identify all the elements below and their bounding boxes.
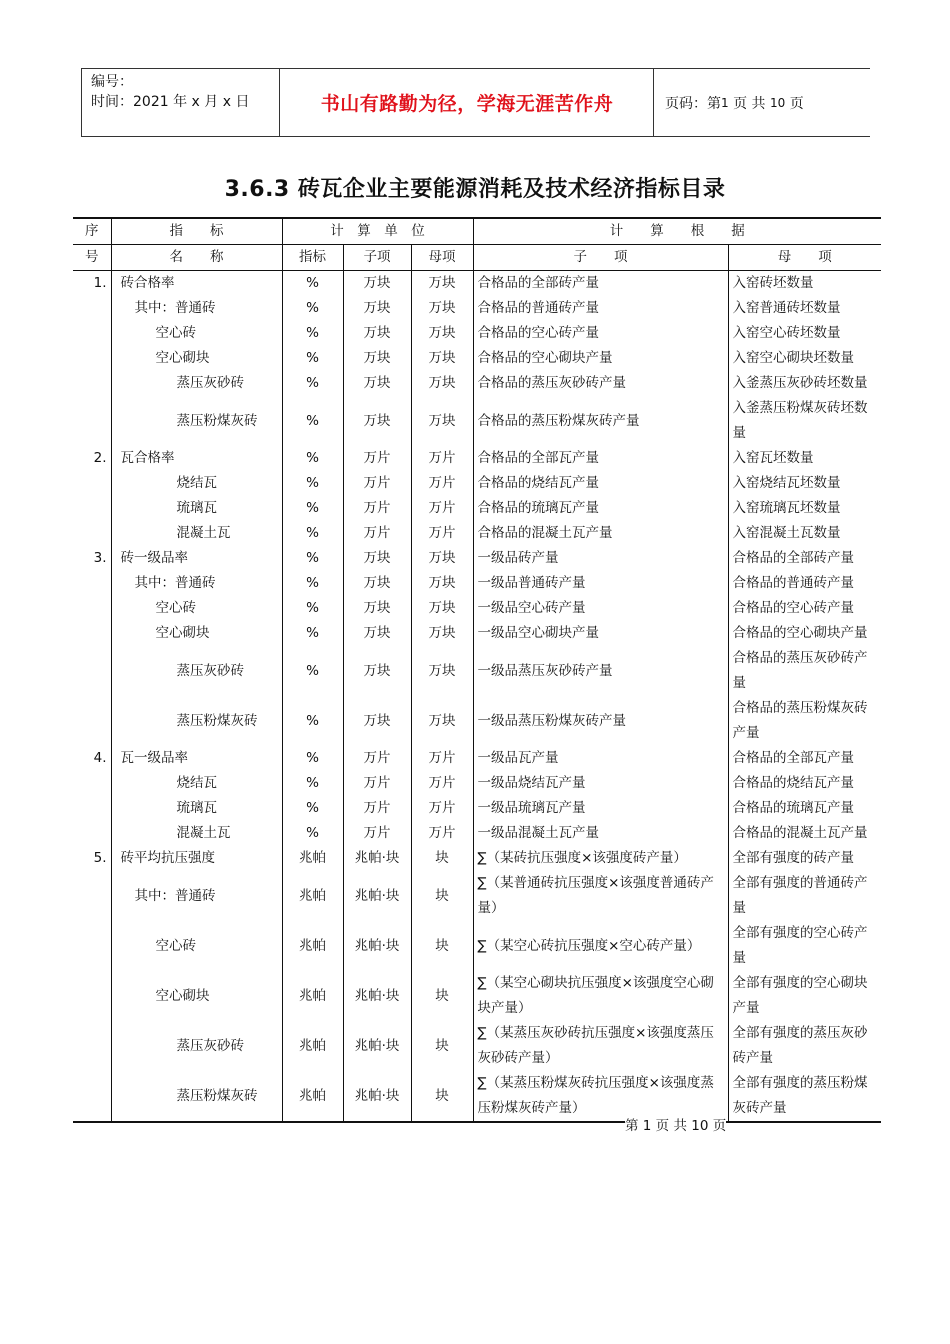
row-basis-mother: 入窑普通砖坯数量 xyxy=(728,296,881,321)
row-name: 空心砌块 xyxy=(111,621,282,646)
row-sub-unit: 万块 xyxy=(343,296,411,321)
row-seq xyxy=(73,771,111,796)
row-index-unit: % xyxy=(282,596,343,621)
row-basis-mother: 入窑瓦坯数量 xyxy=(728,446,881,471)
table-row xyxy=(73,746,881,771)
row-sub-unit: 万块 xyxy=(343,346,411,371)
row-basis-sub: 合格品的烧结瓦产量 xyxy=(473,471,728,496)
row-seq: 5. xyxy=(73,846,111,871)
row-name: 其中：普通砖 xyxy=(111,571,282,596)
table-row xyxy=(73,321,881,346)
row-name: 混凝土瓦 xyxy=(111,521,282,546)
row-basis-sub: ∑（某普通砖抗压强度×该强度普通砖产量） xyxy=(473,871,728,921)
table-header-row-1 xyxy=(73,218,881,245)
row-seq xyxy=(73,646,111,696)
row-mother-unit: 万片 xyxy=(411,496,473,521)
page-suffix: 页 xyxy=(789,95,804,112)
table-row xyxy=(73,646,881,696)
row-basis-sub: 一级品烧结瓦产量 xyxy=(473,771,728,796)
row-seq xyxy=(73,921,111,971)
row-name: 其中：普通砖 xyxy=(111,296,282,321)
row-mother-unit: 万片 xyxy=(411,796,473,821)
header-indicator: 指 标 xyxy=(111,218,282,245)
row-basis-sub: ∑（某蒸压粉煤灰砖抗压强度×该强度蒸压粉煤灰砖产量） xyxy=(473,1071,728,1122)
row-seq xyxy=(73,1071,111,1122)
row-mother-unit: 万块 xyxy=(411,621,473,646)
row-sub-unit: 万块 xyxy=(343,371,411,396)
row-index-unit: 兆帕 xyxy=(282,1071,343,1122)
row-basis-sub: ∑（某空心砖抗压强度×空心砖产量） xyxy=(473,921,728,971)
row-mother-unit: 万片 xyxy=(411,446,473,471)
number-label: 编号： xyxy=(91,74,133,90)
row-mother-unit: 万块 xyxy=(411,271,473,297)
row-mother-unit: 万片 xyxy=(411,471,473,496)
page-mid: 页 共 xyxy=(733,95,766,112)
row-sub-unit: 兆帕·块 xyxy=(343,971,411,1021)
row-basis-mother: 全部有强度的空心砌块产量 xyxy=(728,971,881,1021)
table-row xyxy=(73,446,881,471)
row-name: 蒸压灰砂砖 xyxy=(111,1021,282,1071)
row-basis-sub: 合格品的蒸压粉煤灰砖产量 xyxy=(473,396,728,446)
row-sub-unit: 兆帕·块 xyxy=(343,871,411,921)
row-basis-mother: 全部有强度的砖产量 xyxy=(728,846,881,871)
row-name: 空心砌块 xyxy=(111,346,282,371)
row-sub-unit: 万片 xyxy=(343,771,411,796)
row-basis-sub: 一级品混凝土瓦产量 xyxy=(473,821,728,846)
row-basis-sub: ∑（某蒸压灰砂砖抗压强度×该强度蒸压灰砂砖产量） xyxy=(473,1021,728,1071)
row-seq xyxy=(73,521,111,546)
row-name: 其中：普通砖 xyxy=(111,871,282,921)
row-basis-mother: 入窑混凝土瓦数量 xyxy=(728,521,881,546)
row-seq xyxy=(73,496,111,521)
row-index-unit: 兆帕 xyxy=(282,871,343,921)
row-sub-unit: 万片 xyxy=(343,446,411,471)
row-mother-unit: 万片 xyxy=(411,821,473,846)
row-basis-mother: 入窑砖坯数量 xyxy=(728,271,881,297)
row-name: 空心砖 xyxy=(111,596,282,621)
row-seq xyxy=(73,346,111,371)
indicator-table xyxy=(73,217,881,1123)
row-name: 琉璃瓦 xyxy=(111,496,282,521)
row-index-unit: % xyxy=(282,271,343,297)
row-sub-unit: 万块 xyxy=(343,571,411,596)
row-mother-unit: 万块 xyxy=(411,571,473,596)
row-index-unit: % xyxy=(282,771,343,796)
table-row xyxy=(73,296,881,321)
row-seq xyxy=(73,971,111,1021)
page-total: 10 xyxy=(770,95,786,110)
row-index-unit: % xyxy=(282,496,343,521)
row-sub-unit: 万块 xyxy=(343,621,411,646)
row-basis-sub: 合格品的蒸压灰砂砖产量 xyxy=(473,371,728,396)
row-basis-sub: 合格品的全部瓦产量 xyxy=(473,446,728,471)
header-seq-2: 号 xyxy=(73,245,111,271)
row-seq xyxy=(73,796,111,821)
row-basis-sub: 一级品砖产量 xyxy=(473,546,728,571)
row-sub-unit: 万块 xyxy=(343,271,411,297)
row-index-unit: % xyxy=(282,346,343,371)
row-name: 蒸压灰砂砖 xyxy=(111,646,282,696)
row-name: 蒸压粉煤灰砖 xyxy=(111,696,282,746)
row-index-unit: % xyxy=(282,446,343,471)
row-index-unit: % xyxy=(282,321,343,346)
row-seq xyxy=(73,871,111,921)
row-name: 空心砌块 xyxy=(111,971,282,1021)
row-basis-sub: 合格品的混凝土瓦产量 xyxy=(473,521,728,546)
row-basis-mother: 全部有强度的普通砖产量 xyxy=(728,871,881,921)
table-row xyxy=(73,596,881,621)
row-basis-mother: 合格品的全部砖产量 xyxy=(728,546,881,571)
row-basis-mother: 入釜蒸压灰砂砖坯数量 xyxy=(728,371,881,396)
row-basis-sub: 合格品的普通砖产量 xyxy=(473,296,728,321)
row-index-unit: % xyxy=(282,621,343,646)
table-row xyxy=(73,346,881,371)
row-basis-mother: 入窑空心砖坯数量 xyxy=(728,321,881,346)
header-index: 指标 xyxy=(282,245,343,271)
row-sub-unit: 万块 xyxy=(343,546,411,571)
table-row xyxy=(73,1021,881,1071)
row-seq xyxy=(73,321,111,346)
row-index-unit: % xyxy=(282,396,343,446)
row-index-unit: % xyxy=(282,371,343,396)
motto: 书山有路勤为径，学海无涯苦作舟 xyxy=(281,69,654,136)
page-prefix: 页码：第 xyxy=(665,95,721,112)
row-mother-unit: 万片 xyxy=(411,521,473,546)
row-index-unit: 兆帕 xyxy=(282,1021,343,1071)
row-mother-unit: 万块 xyxy=(411,371,473,396)
table-row xyxy=(73,1071,881,1122)
row-index-unit: 兆帕 xyxy=(282,846,343,871)
row-index-unit: % xyxy=(282,546,343,571)
table-row xyxy=(73,846,881,871)
table-row xyxy=(73,271,881,297)
row-seq xyxy=(73,596,111,621)
row-mother-unit: 万块 xyxy=(411,296,473,321)
row-sub-unit: 兆帕·块 xyxy=(343,921,411,971)
row-sub-unit: 万片 xyxy=(343,796,411,821)
header-mother-unit: 母项 xyxy=(411,245,473,271)
row-sub-unit: 兆帕·块 xyxy=(343,1021,411,1071)
table-row xyxy=(73,696,881,746)
row-seq xyxy=(73,471,111,496)
page-footer: 第 1 页 共 10 页 xyxy=(625,1114,726,1134)
row-index-unit: % xyxy=(282,296,343,321)
row-mother-unit: 块 xyxy=(411,921,473,971)
row-seq xyxy=(73,1021,111,1071)
row-name: 烧结瓦 xyxy=(111,471,282,496)
row-index-unit: % xyxy=(282,821,343,846)
document-header xyxy=(81,68,870,137)
row-basis-sub: 一级品蒸压灰砂砖产量 xyxy=(473,646,728,696)
row-sub-unit: 万块 xyxy=(343,696,411,746)
row-mother-unit: 块 xyxy=(411,871,473,921)
row-name: 砖平均抗压强度 xyxy=(111,846,282,871)
row-mother-unit: 万块 xyxy=(411,646,473,696)
row-mother-unit: 万块 xyxy=(411,596,473,621)
row-index-unit: % xyxy=(282,646,343,696)
row-mother-unit: 万块 xyxy=(411,546,473,571)
row-basis-mother: 合格品的蒸压灰砂砖产量 xyxy=(728,646,881,696)
row-seq xyxy=(73,371,111,396)
page-indicator xyxy=(654,69,870,136)
row-name: 混凝土瓦 xyxy=(111,821,282,846)
row-seq xyxy=(73,696,111,746)
row-index-unit: % xyxy=(282,746,343,771)
row-index-unit: % xyxy=(282,796,343,821)
table-row xyxy=(73,571,881,596)
table-row xyxy=(73,396,881,446)
header-unit: 计 算 单 位 xyxy=(282,218,473,245)
row-sub-unit: 万片 xyxy=(343,746,411,771)
table-row xyxy=(73,471,881,496)
table-row xyxy=(73,496,881,521)
row-mother-unit: 万片 xyxy=(411,746,473,771)
table-row xyxy=(73,796,881,821)
row-index-unit: % xyxy=(282,471,343,496)
row-mother-unit: 万块 xyxy=(411,321,473,346)
row-sub-unit: 万片 xyxy=(343,821,411,846)
row-mother-unit: 块 xyxy=(411,1021,473,1071)
row-mother-unit: 万块 xyxy=(411,346,473,371)
row-name: 蒸压粉煤灰砖 xyxy=(111,1071,282,1122)
table-row xyxy=(73,871,881,921)
row-basis-sub: ∑（某空心砌块抗压强度×该强度空心砌块产量） xyxy=(473,971,728,1021)
header-basis-mother: 母 项 xyxy=(728,245,881,271)
row-basis-mother: 合格品的普通砖产量 xyxy=(728,571,881,596)
row-basis-sub: 一级品空心砌块产量 xyxy=(473,621,728,646)
row-sub-unit: 万片 xyxy=(343,471,411,496)
row-seq: 1. xyxy=(73,271,111,297)
table-row xyxy=(73,971,881,1021)
row-seq xyxy=(73,396,111,446)
row-index-unit: 兆帕 xyxy=(282,921,343,971)
row-name: 砖一级品率 xyxy=(111,546,282,571)
row-seq xyxy=(73,571,111,596)
row-seq: 2. xyxy=(73,446,111,471)
row-basis-sub: 合格品的全部砖产量 xyxy=(473,271,728,297)
row-index-unit: % xyxy=(282,696,343,746)
row-basis-sub: 合格品的空心砌块产量 xyxy=(473,346,728,371)
header-name: 名 称 xyxy=(111,245,282,271)
row-sub-unit: 万片 xyxy=(343,496,411,521)
row-basis-mother: 合格品的混凝土瓦产量 xyxy=(728,821,881,846)
row-basis-mother: 入窑琉璃瓦坯数量 xyxy=(728,496,881,521)
row-basis-mother: 合格品的全部瓦产量 xyxy=(728,746,881,771)
row-mother-unit: 万块 xyxy=(411,396,473,446)
row-basis-sub: 一级品空心砖产量 xyxy=(473,596,728,621)
row-basis-sub: ∑（某砖抗压强度×该强度砖产量） xyxy=(473,846,728,871)
row-index-unit: 兆帕 xyxy=(282,971,343,1021)
row-basis-mother: 入窑烧结瓦坯数量 xyxy=(728,471,881,496)
table-row xyxy=(73,821,881,846)
row-basis-mother: 全部有强度的蒸压灰砂砖产量 xyxy=(728,1021,881,1071)
row-name: 空心砖 xyxy=(111,921,282,971)
row-mother-unit: 块 xyxy=(411,846,473,871)
row-basis-sub: 一级品琉璃瓦产量 xyxy=(473,796,728,821)
row-index-unit: % xyxy=(282,521,343,546)
header-sub-unit: 子项 xyxy=(343,245,411,271)
row-basis-sub: 一级品瓦产量 xyxy=(473,746,728,771)
row-index-unit: % xyxy=(282,571,343,596)
row-name: 琉璃瓦 xyxy=(111,796,282,821)
row-seq xyxy=(73,296,111,321)
row-mother-unit: 万片 xyxy=(411,771,473,796)
header-meta xyxy=(81,69,280,136)
row-seq xyxy=(73,821,111,846)
table-row xyxy=(73,521,881,546)
table-row xyxy=(73,546,881,571)
row-name: 砖合格率 xyxy=(111,271,282,297)
table-row xyxy=(73,621,881,646)
row-sub-unit: 万块 xyxy=(343,396,411,446)
row-name: 蒸压粉煤灰砖 xyxy=(111,396,282,446)
row-basis-sub: 一级品蒸压粉煤灰砖产量 xyxy=(473,696,728,746)
table-row xyxy=(73,921,881,971)
row-name: 蒸压灰砂砖 xyxy=(111,371,282,396)
row-basis-sub: 一级品普通砖产量 xyxy=(473,571,728,596)
page-number: 1 xyxy=(721,95,729,110)
table-row xyxy=(73,371,881,396)
row-name: 瓦合格率 xyxy=(111,446,282,471)
row-basis-sub: 合格品的琉璃瓦产量 xyxy=(473,496,728,521)
row-mother-unit: 万块 xyxy=(411,696,473,746)
row-mother-unit: 块 xyxy=(411,971,473,1021)
row-basis-mother: 全部有强度的空心砖产量 xyxy=(728,921,881,971)
row-basis-mother: 合格品的蒸压粉煤灰砖产量 xyxy=(728,696,881,746)
row-seq: 3. xyxy=(73,546,111,571)
row-basis-mother: 入釜蒸压粉煤灰砖坯数量 xyxy=(728,396,881,446)
header-basis: 计 算 根 据 xyxy=(473,218,881,245)
row-seq xyxy=(73,621,111,646)
row-sub-unit: 万块 xyxy=(343,646,411,696)
row-name: 瓦一级品率 xyxy=(111,746,282,771)
row-basis-mother: 合格品的烧结瓦产量 xyxy=(728,771,881,796)
row-name: 烧结瓦 xyxy=(111,771,282,796)
row-basis-mother: 合格品的琉璃瓦产量 xyxy=(728,796,881,821)
row-basis-mother: 合格品的空心砖产量 xyxy=(728,596,881,621)
row-seq: 4. xyxy=(73,746,111,771)
row-sub-unit: 兆帕·块 xyxy=(343,1071,411,1122)
row-mother-unit: 块 xyxy=(411,1071,473,1122)
row-sub-unit: 万块 xyxy=(343,321,411,346)
row-name: 空心砖 xyxy=(111,321,282,346)
row-basis-mother: 全部有强度的蒸压粉煤灰砖产量 xyxy=(728,1071,881,1122)
header-seq: 序 xyxy=(73,218,111,245)
row-sub-unit: 万片 xyxy=(343,521,411,546)
row-sub-unit: 兆帕·块 xyxy=(343,846,411,871)
time-label: 时间：2021 年 x 月 x 日 xyxy=(91,94,250,110)
row-basis-sub: 合格品的空心砖产量 xyxy=(473,321,728,346)
table-row xyxy=(73,771,881,796)
row-basis-mother: 合格品的空心砌块产量 xyxy=(728,621,881,646)
table-header-row-2 xyxy=(73,245,881,271)
header-basis-sub: 子 项 xyxy=(473,245,728,271)
row-sub-unit: 万块 xyxy=(343,596,411,621)
page-title: 3.6.3 砖瓦企业主要能源消耗及技术经济指标目录 xyxy=(224,177,726,202)
row-basis-mother: 入窑空心砌块坯数量 xyxy=(728,346,881,371)
